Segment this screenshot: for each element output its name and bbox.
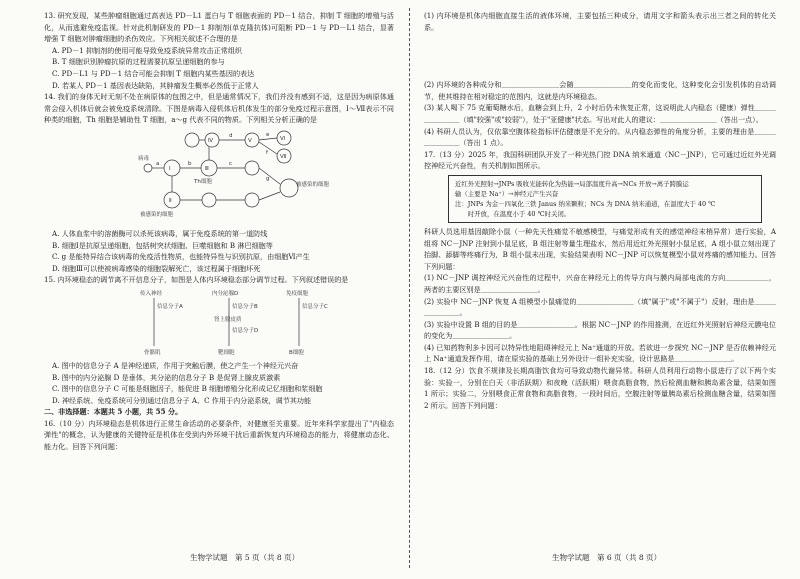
- sub-g: g: [266, 175, 270, 182]
- reg-bottom-3: B细胞: [289, 349, 304, 356]
- q15-option-b: B. 图中的内分泌腺 D 是垂体，其分泌的信息分子 B 是促肾上腺皮质激素: [52, 372, 281, 382]
- virus-label: 病毒: [138, 155, 150, 162]
- q14-option-d: D. 细胞Ⅲ可以使被病毒感染的细胞裂解死亡，该过程属于细胞坏死: [52, 263, 261, 273]
- q16-part3: (3) 某人喝下 75 克葡萄糖水后，血糖会到上升，2 小时后仍未恢复正常，这说明此人内稳态（健康）弹性＿＿＿＿＿＿＿＿（填"较强"或"较弱"），处于"亚健康"状态。写出对此人的建议：＿＿＿＿＿＿＿＿（答出一点）。: [424, 103, 776, 124]
- right-page: [424, 10, 776, 411]
- page-divider: [409, 8, 410, 568]
- cell-VI: Ⅵ: [280, 135, 286, 142]
- left-page: [44, 10, 394, 453]
- q17-part2: (2) 实验中 NC－JNP 恢复 A 组模型小鼠痛觉的＿＿＿＿＿＿＿＿（填"属于"或"不属于"）反射，理由是＿＿＿＿＿＿＿＿。: [424, 296, 776, 318]
- reg-top-1: 传入神经: [140, 290, 163, 297]
- regulation-diagram: [44, 288, 394, 358]
- q15-option-a: A. 图中的信息分子 A 是神经递质，作用于突触后膜，使之产生一个神经元兴奋: [52, 360, 299, 370]
- q13-option-b: B. T 细胞识别肿瘤抗原的过程需要抗原呈递细胞的参与: [52, 57, 225, 67]
- q14-option-c: C. g 是能特异结合该病毒的免疫活性物质，也能特异性与识别抗原，由细胞Ⅵ产生: [52, 252, 310, 262]
- reg-top-2: 内分泌腺D: [212, 290, 239, 297]
- infected-label: 被感染的细胞: [140, 211, 174, 218]
- q18-stem: 18.（12 分）饮食不规律及长期高脂饮食均可导致动物代谢异常。科研人员利用行动物小鼠进行了以下两个实验：实验一，分别在白天（非活跃期）和夜晚（活跃期）喂食高脂食物，然后检测血糖和胰岛素含量，结果如图 1 所示；实验二，分别喂食正常食物和高脂食物，一段时间后，空腹注射等量胰岛素后检测血糖含量，结果如图 2 所示。回答下列问题：: [424, 366, 776, 410]
- cell-IV: Ⅳ: [208, 137, 214, 144]
- reg-sig-b: 信息分子B: [232, 303, 258, 310]
- q16-stem: 16.（10 分）内环境稳态是机体进行正常生命活动的必要条件，对健康至关重要。近年来科学家提出了"内稳态弹性"的概念，认为健康的关键特征是机体在受到内外环境干扰后重新恢复内环境稳态的能力，将健康动态化、能力化。回答下列问题：: [44, 418, 394, 452]
- q17-part1: (1) NC－JNP 调控神经元兴奋性的过程中，兴奋在神经元上的传导方向与膜内局部电流的方向＿＿＿＿＿＿，两者的主要区别是＿＿＿＿＿＿＿＿。: [424, 273, 776, 294]
- box-line-4: 时开放，在温度小于 40 ℃时关闭。: [455, 209, 571, 218]
- footer-page-6: 生物学试题 第 6 页（共 8 页）: [552, 553, 662, 562]
- box-line-3: 注：JNPs 为金－四氧化三铁 Janus 纳米颗粒；NCs 为 DNA 纳米通道，在温度大于 40 ℃: [455, 199, 716, 208]
- q16-part4: (4) 科研人员认为，仅依靠空腹体检指标评估健康是不充分的。从内稳态弹性的角度分析，主要的理由是＿＿＿＿＿＿＿＿（答出 1 点）。: [424, 126, 776, 148]
- sub-d: d: [229, 132, 233, 139]
- q16-part2: (2) 内环境的各种成分和＿＿＿＿＿＿＿＿会随＿＿＿＿＿＿＿＿的变化而变化，这种变化会引发机体的自动调节，使其维持在相对稳定的范围内，这就是内环境稳态。: [424, 80, 776, 101]
- reg-bottom-2: 靶细胞: [218, 349, 235, 356]
- cell-III: Ⅲ: [205, 165, 209, 172]
- footer-page-5: 生物学试题 第 5 页（共 8 页）: [190, 553, 300, 562]
- reg-top-3: 免疫细胞: [286, 290, 309, 297]
- target-label: 被感染的细胞: [296, 181, 330, 188]
- mechanism-box: [448, 175, 762, 223]
- q17-part3: (3) 实验中设置 B 组的目的是＿＿＿＿＿＿＿＿。根据 NC－JNP 的作用推测，在近红外光照射后神经元膜电位的变化为＿＿＿＿＿＿＿＿。: [424, 319, 776, 341]
- reg-sig-c: 信息分子C: [302, 303, 328, 310]
- cell-II: Ⅱ: [169, 197, 172, 204]
- section-2-heading: 二、非选择题：本题共 5 小题，共 55 分。: [44, 407, 183, 417]
- reg-bottom-1: 骨骼肌: [144, 349, 161, 356]
- sub-c: c: [229, 160, 233, 167]
- q15-option-d: D. 神经系统、免疫系统可分别通过信息分子 A、C 作用于内分泌系统，调节其功能: [52, 395, 312, 405]
- q13-option-c: C. PD－L1 与 PD－1 结合可能会抑制 T 细胞内某些基因的表达: [52, 68, 255, 78]
- sub-a: a: [156, 160, 160, 167]
- q15-stem: 15. 内环境稳态的调节离不开信息分子，如图是人体内环境稳态部分调节过程。下列叙述错误的是: [44, 275, 349, 285]
- q14-option-b: B. 细胞Ⅰ是抗原呈递细胞，包括树突状细胞、巨噬细胞和 B 淋巴细胞等: [52, 240, 273, 250]
- q15-option-c: C. 图中的信息分子 C 可能是细胞因子，能促进 B 细胞增殖分化形成记忆细胞和浆细胞: [52, 384, 323, 394]
- reg-mid: 肾上腺皮质: [214, 316, 242, 323]
- q13-option-a: A. PD－1 抑制剂的使用可能导致免疫系统异常攻击正常组织: [52, 45, 243, 55]
- q14-stem: 14. 我们的身体无时无刻不处在病原体的包围之中，但是通常情况下，我们并没有感到不适，这是因为病原体通常会侵入机体后就会被免疫系统清除。下图是病毒入侵机体后机体发生的部分免疫过程示意图，Ⅰ～Ⅶ表示不同种类的细胞，Th 细胞是辅助性 T 细胞，a～g 代表不同的物质。下列相关分析正确的是: [44, 92, 394, 125]
- cell-V: Ⅴ: [248, 137, 252, 144]
- sub-b: b: [188, 160, 192, 167]
- immune-diagram: [44, 128, 394, 226]
- q17-text: 科研人员选用基因敲除小鼠（一种先天性痛觉不敏感模型，与痛觉形成有关的感觉神经末梢异常）进行实验，A 组将 NC－JNP 注射到小鼠足底，B 组注射等量生理盐水，然后用近红外光照射小鼠足底，A 组小鼠立刻出现了抬脚、舔脚等疼痛行为，B 组小鼠未出现，实验结果表明 NC－JNP 可以恢复模型小鼠对疼痛的感知能力。回答下列问题：: [424, 226, 776, 271]
- sub-e: e: [266, 131, 270, 138]
- q17-stem: 17.（13 分）2025 年，我国科研团队开发了一种光热门控 DNA 纳米通道（NC－JNP），它可通过近红外光调控神经元兴奋性，有关机制如图所示。: [424, 149, 776, 171]
- q13-option-d: D. 若某人 PD－1 基因表达缺陷，其肿瘤发生概率必然低于正常人: [52, 80, 259, 90]
- q16-answer-space: [424, 33, 776, 79]
- cell-VII: Ⅶ: [280, 153, 287, 160]
- q16-part1: (1) 内环境是机体内细胞直接生活的液体环境，主要包括三种成分，请用文字和箭头表示出三者之间的转化关系。: [424, 11, 776, 32]
- q17-part4: (4) 已知药物利多卡因可以特异性地阻碍神经元上 Na⁺通道的开放。若欲进一步探究 NC－JNP 是否依赖神经元上 Na⁺通道发挥作用，请在原实验的基础上另外设计一组补充实验，设计思路是＿＿＿＿＿＿＿＿。: [424, 342, 776, 364]
- reg-mid2: 信息分子D: [232, 327, 259, 334]
- q14-option-a: A. 人体血浆中的溶菌酶可以杀死该病毒，属于免疫系统的第一道防线: [52, 228, 268, 238]
- cell-I: Ⅰ: [169, 165, 171, 172]
- box-line-2: 输（主要是 Na⁺）→神经元产生兴奋: [455, 189, 559, 198]
- sub-f: f: [266, 149, 268, 156]
- box-line-1: 近红外光照射→JNPs 吸收光能转化为热能→局部温度升高→NCs 开放→离子跨膜运: [455, 179, 689, 188]
- th-label: Th细胞: [194, 178, 212, 185]
- q13-stem: 13. 研究发现，某些肿瘤细胞通过高表达 PD－L1 蛋白与 T 细胞表面的 PD－1 结合，抑制 T 细胞的增殖与活化，从而逃避免疫监视。针对此机制研发的 PD－1 抑制剂(单克隆抗体)可阻断 PD－1 与 PD－L1 结合，显著增强 T 细胞对肿瘤细胞的杀伤效应。下列相关叙述不合理的是: [44, 11, 394, 44]
- reg-sig-a: 信息分子A: [157, 303, 183, 310]
